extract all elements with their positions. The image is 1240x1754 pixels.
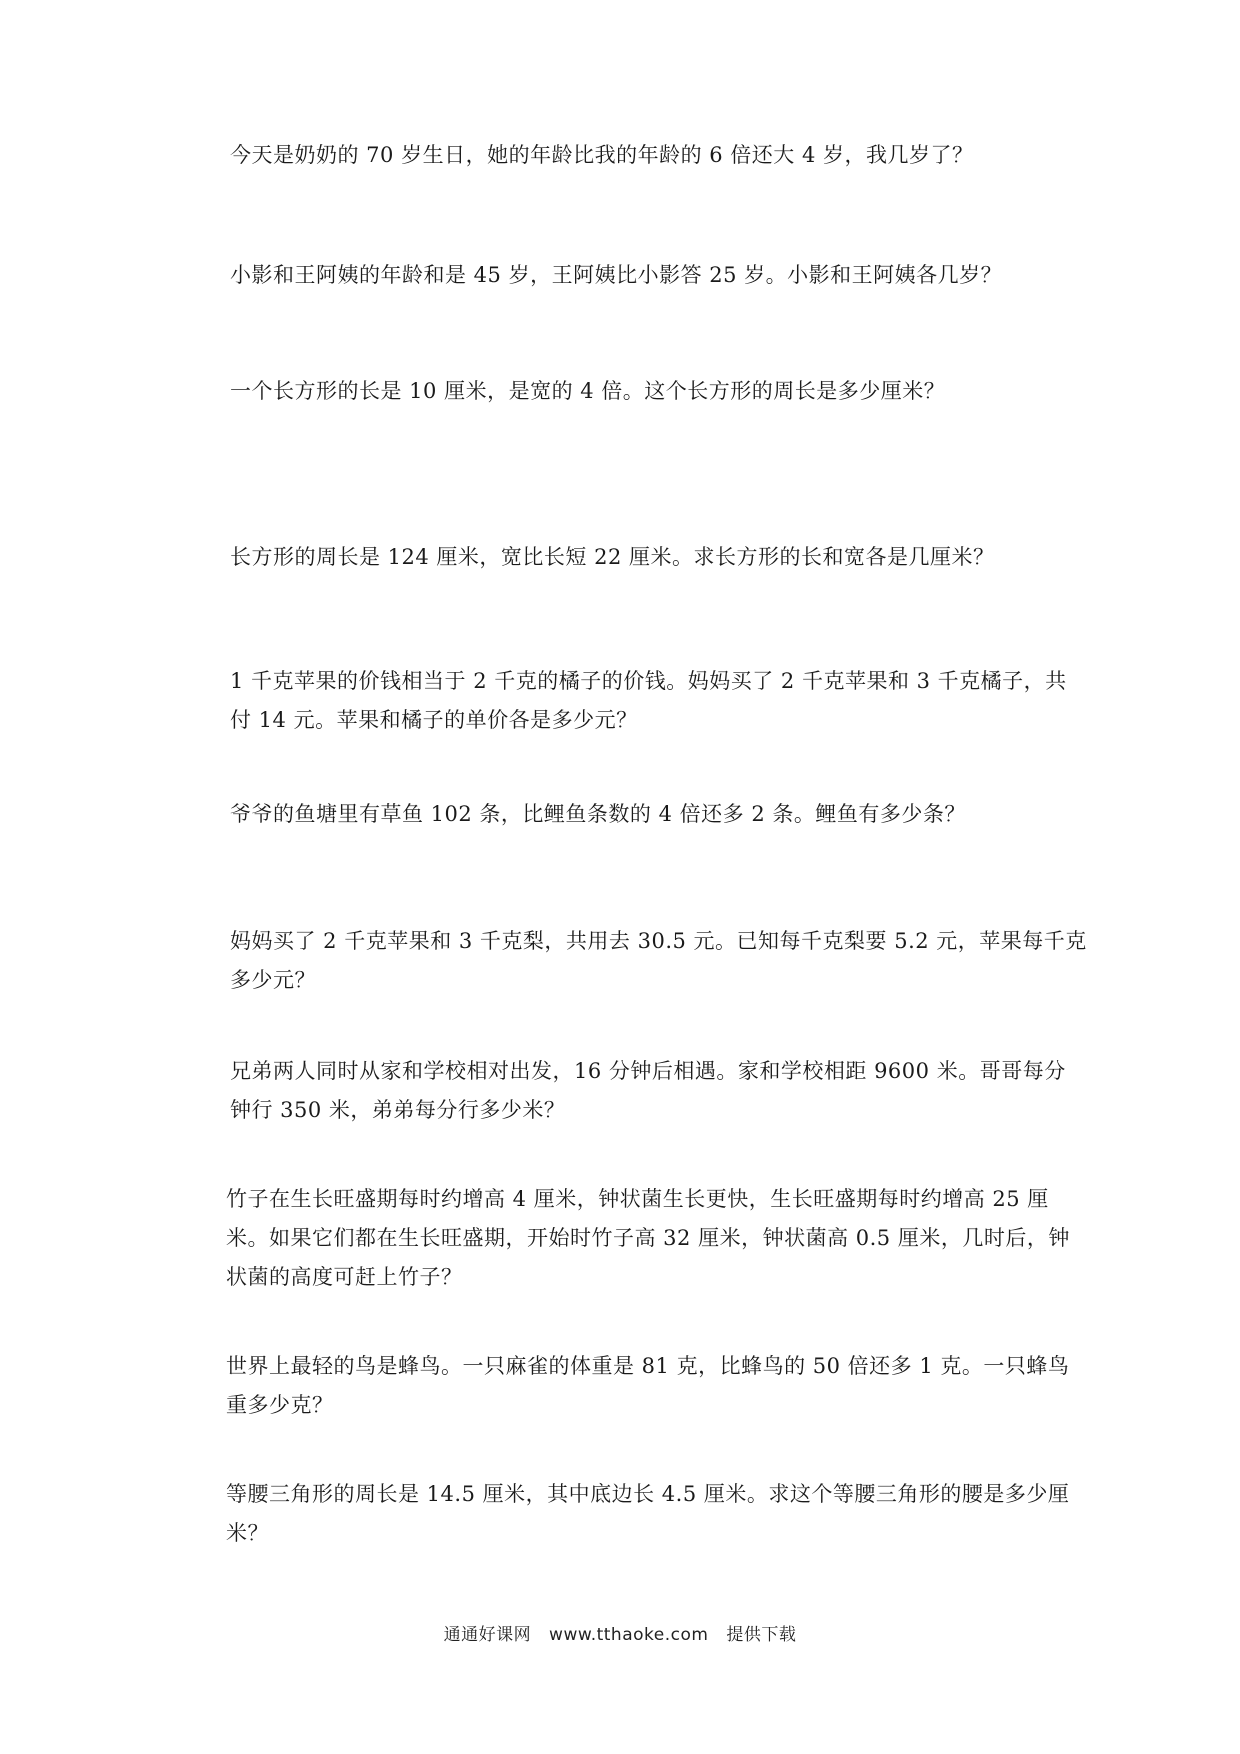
problem-3 bbox=[230, 372, 1060, 411]
problem-line: 付 14 元。苹果和橘子的单价各是多少元？ bbox=[230, 708, 638, 732]
problem-line: 妈妈买了 2 千克苹果和 3 千克梨，共用去 30.5 元。已知每千克梨要 5.2 元，苹果每千克 bbox=[230, 929, 1087, 953]
problem-line: 米。如果它们都在生长旺盛期，开始时竹子高 32 厘米，钟状菌高 0.5 厘米，几时后，钟 bbox=[226, 1226, 1070, 1250]
problem-10 bbox=[226, 1347, 1070, 1425]
problem-9 bbox=[226, 1180, 1070, 1297]
problem-8 bbox=[230, 1052, 1066, 1130]
problem-5 bbox=[230, 662, 1067, 740]
footer-site-name: 通通好课网 bbox=[443, 1625, 532, 1645]
problem-line: 等腰三角形的周长是 14.5 厘米，其中底边长 4.5 厘米。求这个等腰三角形的腰是多少厘 bbox=[226, 1482, 1070, 1506]
problem-2 bbox=[230, 256, 1060, 295]
problem-line: 钟行 350 米，弟弟每分行多少米？ bbox=[230, 1098, 566, 1122]
problem-7 bbox=[230, 922, 1087, 1000]
problem-line: 兄弟两人同时从家和学校相对出发，16 分钟后相遇。家和学校相距 9600 米。哥哥每分 bbox=[230, 1059, 1066, 1083]
problem-line: 小影和王阿姨的年龄和是 45 岁，王阿姨比小影答 25 岁。小影和王阿姨各几岁？ bbox=[230, 263, 1003, 287]
problem-line: 多少元？ bbox=[230, 968, 316, 992]
problem-line: 重多少克？ bbox=[226, 1393, 334, 1417]
problem-line: 一个长方形的长是 10 厘米，是宽的 4 倍。这个长方形的周长是多少厘米？ bbox=[230, 379, 946, 403]
problem-line: 竹子在生长旺盛期每时约增高 4 厘米，钟状菌生长更快，生长旺盛期每时约增高 25 厘 bbox=[226, 1187, 1049, 1211]
problem-line: 1 千克苹果的价钱相当于 2 千克的橘子的价钱。妈妈买了 2 千克苹果和 3 千克橘子，共 bbox=[230, 669, 1067, 693]
problem-11 bbox=[226, 1475, 1070, 1553]
problem-line: 米？ bbox=[226, 1521, 269, 1545]
problem-4 bbox=[230, 538, 1060, 577]
problem-line: 长方形的周长是 124 厘米，宽比长短 22 厘米。求长方形的长和宽各是几厘米？ bbox=[230, 545, 995, 569]
problem-line: 爷爷的鱼塘里有草鱼 102 条，比鲤鱼条数的 4 倍还多 2 条。鲤鱼有多少条？ bbox=[230, 802, 966, 826]
footer-note: 提供下载 bbox=[726, 1625, 797, 1645]
problem-line: 状菌的高度可赶上竹子？ bbox=[226, 1265, 463, 1289]
page-footer bbox=[0, 1622, 1240, 1648]
problem-6 bbox=[230, 795, 1060, 834]
problem-line: 今天是奶奶的 70 岁生日，她的年龄比我的年龄的 6 倍还大 4 岁，我几岁了？ bbox=[230, 143, 974, 167]
problem-line: 世界上最轻的鸟是蜂鸟。一只麻雀的体重是 81 克，比蜂鸟的 50 倍还多 1 克。一只蜂鸟 bbox=[226, 1354, 1070, 1378]
problem-1 bbox=[230, 136, 1060, 175]
footer-url[interactable]: www.tthaoke.com bbox=[549, 1625, 709, 1645]
